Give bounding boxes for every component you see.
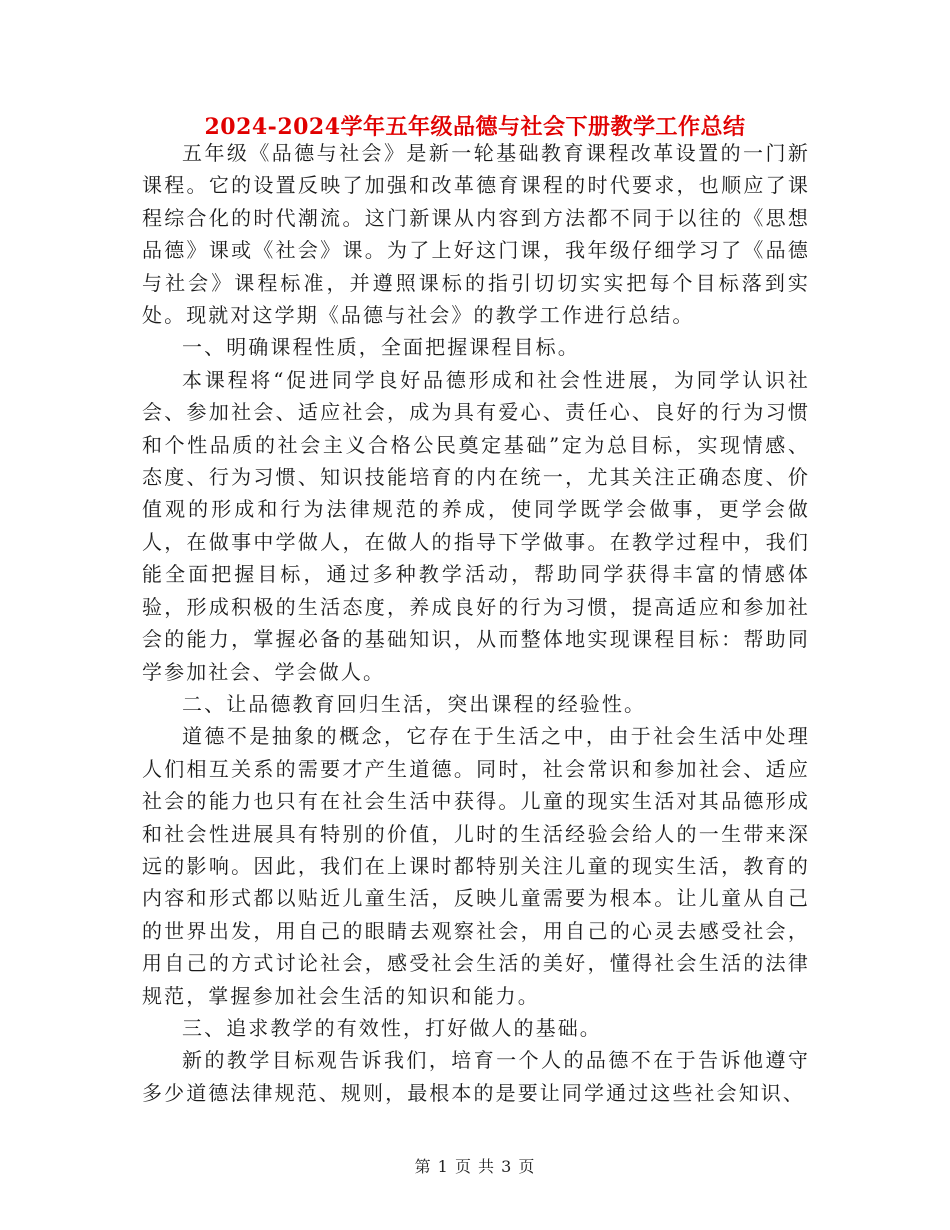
section-heading-2: 二、让品德教育回归生活，突出课程的经验性。 [182,691,647,716]
paragraph-section-3: 新的教学目标观告诉我们，培育一个人的品德不在于告诉他遵守多少道德法律规范、规则，最根本的是要让同学通过这些社会知识、 [142,1048,810,1105]
paragraph-section-2: 道德不是抽象的概念，它存在于生活之中，由于社会生活中处理人们相互关系的需要才产生道德。同时，社会常识和参加社会、适应社会的能力也只有在社会生活中获得。儿童的现实生活对其品德形成和社会性进展具有特别的价值，儿时的生活经验会给人的一生带来深远的影响。因此，我们在上课时都特别关注儿童的现实生活，教育的内容和形式都以贴近儿童生活，反映儿童需要为根本。让儿童从自己的世界出发，用自己的眼睛去观察社会，用自己的心灵去感受社会，用自己的方式讨论社会，感受社会生活的美好，懂得社会生活的法律规范，掌握参加社会生活的知识和能力。 [142,724,810,1008]
paragraph-section-1: 本课程将“促进同学良好品德形成和社会性进展，为同学认识社会、参加社会、适应社会，成为具有爱心、责任心、良好的行为习惯和个性品质的社会主义合格公民奠定基础”定为总目标，实现情感、态度、行为习惯、知识技能培育的内在统一，尤其关注正确态度、价值观的形成和行为法律规范的养成，使同学既学会做事，更学会做人，在做事中学做人，在做人的指导下学做事。在教学过程中，我们能全面把握目标，通过多种教学活动，帮助同学获得丰富的情感体验，形成积极的生活态度，养成良好的行为习惯，提高适应和参加社会的能力，掌握必备的基础知识，从而整体地实现课程目标：帮助同学参加社会、学会做人。 [142,367,810,684]
section-heading-1: 一、明确课程性质，全面把握课程目标。 [182,335,580,360]
document-body [142,137,810,1109]
page-footer: 第 1 页 共 3 页 [414,1157,536,1176]
document-title: 2024-2024学年五年级品德与社会下册教学工作总结 [204,114,746,140]
section-heading-3: 三、追求教学的有效性，打好做人的基础。 [182,1015,602,1040]
paragraph-intro: 五年级《品德与社会》是新一轮基础教育课程改革设置的一门新课程。它的设置反映了加强和改革德育课程的时代要求，也顺应了课程综合化的时代潮流。这门新课从内容到方法都不同于以往的《思想品德》课或《社会》课。为了上好这门课，我年级仔细学习了《品德与社会》课程标准，并遵照课标的指引切切实实把每个目标落到实处。现就对这学期《品德与社会》的教学工作进行总结。 [142,141,810,328]
